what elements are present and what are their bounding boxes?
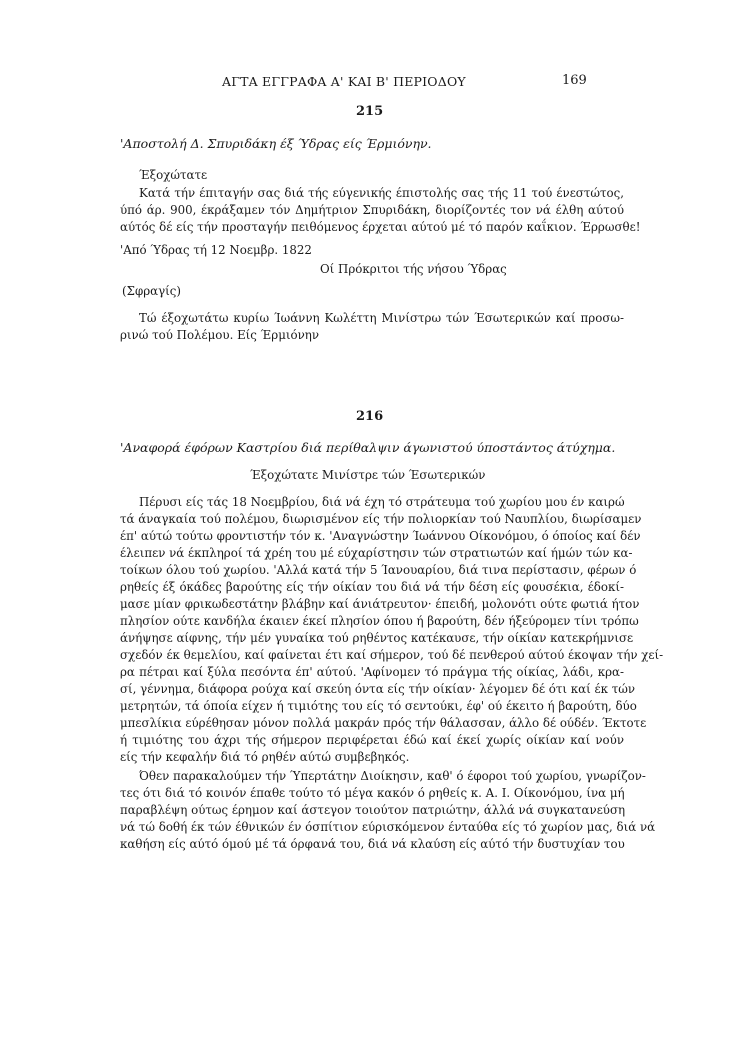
salutation-216: Έξοχώτατε Μινίστρε τών Έσωτερικών: [250, 468, 486, 482]
body-line: ύπό άρ. 900, έκράξαμεν τόν Δημήτριον Σπυριδάκη, διορίζοντές τον νά έλθη αύτού: [120, 203, 624, 217]
salutation-215: Έξοχώτατε: [139, 168, 208, 182]
body-line: Κατά τήν έπιταγήν σας διά τής εύγενικής έπιστολής σας τής 11 τού ένεστώτος,: [139, 186, 624, 200]
body-line: Όθεν παρακαλούμεν τήν Ύπερτάτην Διοίκησιν, καθ' ό έφοροι τού χωρίου, γνωρίζον-: [139, 769, 646, 783]
body-line: μετρητών, τά όποία είχεν ή τιμιότης του είς τό σεντούκι, έφ' ού έκειτο ή βαρούτη, δύο: [120, 699, 637, 713]
body-line: καθήση είς αύτό όμού μέ τά όρφανά του, διά νά κλαύση είς αύτό τήν δυστυχίαν του: [120, 837, 625, 851]
document-title-216: 'Αναφορά έφόρων Καστρίου διά περίθαλψιν άγωνιστού ύποστάντος άτύχημα.: [120, 440, 616, 455]
body-line: έπ' αύτώ τούτω φροντιστήν τόν κ. 'Αναγνώστην Ίωάννου Οίκονόμου, ό όποίος καί δέν: [120, 529, 641, 543]
body-line: σχεδόν έκ θεμελίου, καί φαίνεται έτι καί σήμερον, τού δέ πενθερού αύτού έκοψαν τήν χεί-: [120, 648, 664, 662]
body-line: τοίκων όλου τού χωρίου. 'Αλλά κατά τήν 5 Ίανουαρίου, διά τινα περίστασιν, φέρων ό: [120, 563, 637, 577]
body-215: [120, 186, 641, 240]
seal-215: (Σφραγίς): [122, 284, 181, 298]
document-number-215: 215: [356, 104, 384, 119]
paragraph-2-216: [120, 769, 656, 857]
document-title-215: 'Αποστολή Δ. Σπυριδάκη έξ Ύδρας είς Έρμιόνην.: [120, 136, 432, 151]
body-line: πλησίον ούτε κανδήλα έκαιεν έκεί πλησίον όπου ή βαρούτη, δέν ήξεύρομεν τίνι τρόπω: [120, 614, 639, 628]
body-line: ή τιμιότης του άχρι τής σήμερον περιφέρεται έδώ καί έκεί χωρίς οίκίαν καί νούν: [120, 733, 624, 747]
paragraph-1-216: [120, 495, 664, 767]
body-line: τες ότι διά τό κοινόν έπαθε τούτο τό μέγα κακόν ό ρηθείς κ. Α. Ι. Οίκονόμου, ίνα μή: [120, 786, 625, 800]
page-number: 169: [562, 73, 587, 88]
body-line: παραβλέψη ούτως έρημον καί άστεγον τοιούτον πατριώτην, άλλά νά συγκατανεύση: [120, 803, 626, 817]
body-line: μασε μίαν φρικωδεστάτην βλάβην καί άνιάτρευτον· έπειδή, μολονότι ούτε φωτιά ήτον: [120, 597, 640, 611]
running-header: ΑΓΤΑ ΕΓΓΡΑΦΑ Α' ΚΑΙ Β' ΠΕΡΙΟΔΟΥ: [222, 74, 466, 89]
address-line: ρινώ τού Πολέμου. Είς Έρμιόνην: [120, 328, 320, 342]
body-line: άνήψησε αίφνης, τήν μέν γυναίκα τού ρηθέντος κατέκαυσε, τήν οίκίαν κατεκρήμνισε: [120, 631, 634, 645]
body-line: είς τήν κεφαλήν διά τό ρηθέν αύτώ συμβεβηκός.: [120, 750, 410, 764]
date-line-215: 'Από Ύδρας τή 12 Νοεμβρ. 1822: [120, 243, 312, 257]
body-line: τά άναγκαία τού πολέμου, διωρισμένον είς τήν πολιορκίαν τού Ναυπλίου, διωρίσαμεν: [120, 512, 642, 526]
address-215: [120, 311, 624, 347]
signature-215: Οί Πρόκριτοι τής νήσου Ύδρας: [320, 262, 507, 276]
document-number-216: 216: [356, 409, 384, 424]
body-line: έλειπεν νά έκπληροί τά χρέη του μέ εύχαρίστησιν τών στρατιωτών καί ήμών τών κα-: [120, 546, 633, 560]
body-line: μπεσλίκια εύρέθησαν μόνον πολλά μακράν πρός τήν θάλασσαν, άλλο δέ ούδέν. Έκτοτε: [120, 716, 647, 730]
body-line: ρα πέτραι καί ξύλα πεσόντα έπ' αύτού. 'Αφίνομεν τό πράγμα τής οίκίας, λάδι, κρα-: [120, 665, 624, 679]
body-line: σί, γέννημα, διάφορα ρούχα καί σκεύη όντα είς τήν οίκίαν· λέγομεν δέ ότι καί έκ τών: [120, 682, 636, 696]
address-line: Τώ έξοχωτάτω κυρίω Ίωάννη Κωλέττη Μινίστρω τών Έσωτερικών καί προσω-: [139, 311, 624, 325]
body-line: αύτός δέ είς τήν προσταγήν πειθόμενος έρχεται αύτού μέ τό παρόν καΐκιον. Έρρωσθε!: [120, 220, 641, 234]
body-line: νά τώ δοθή έκ τών έθνικών έν όσπίτιον εύρισκόμενον ένταύθα είς τό χωρίον μας, διά νά: [120, 820, 656, 834]
body-line: ρηθείς έξ όκάδες βαρούτης είς τήν οίκίαν του διά νά τήν δέση είς φουσέκια, έδοκί-: [120, 580, 624, 594]
body-line: Πέρυσι είς τάς 18 Νοεμβρίου, διά νά έχη τό στράτευμα τού χωρίου μου έν καιρώ: [139, 495, 625, 509]
